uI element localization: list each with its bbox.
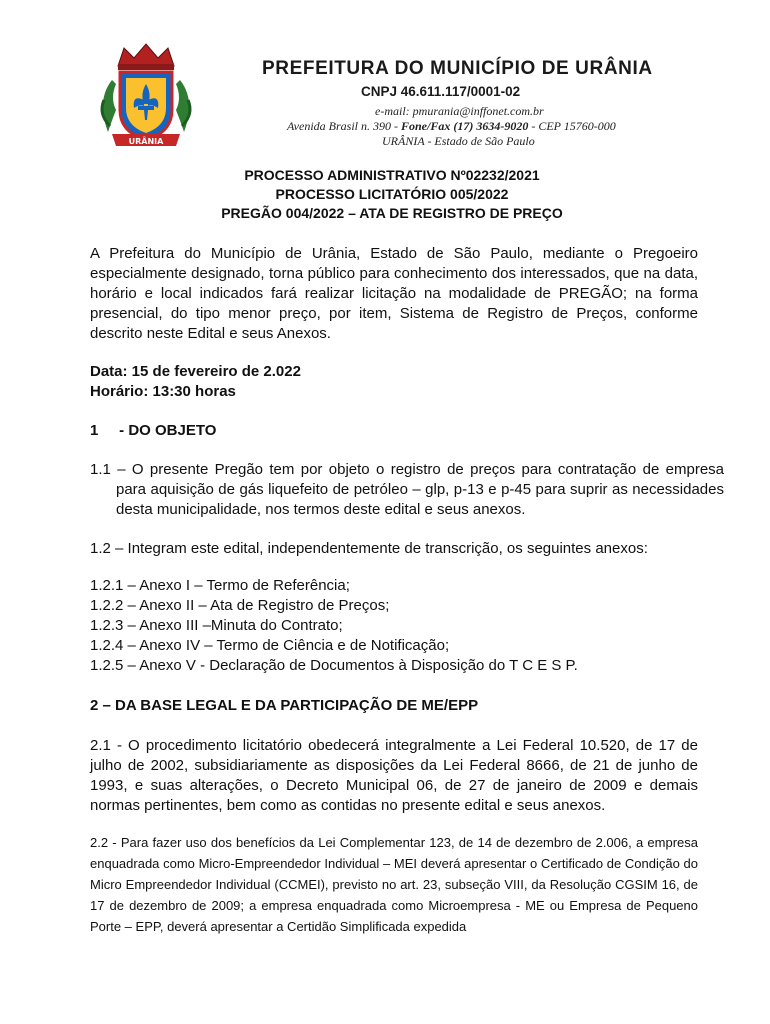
annex-list xyxy=(90,576,698,676)
title-auction: PREGÃO 004/2022 – ATA DE REGISTRO DE PREÇO xyxy=(221,205,563,221)
intro-paragraph: A Prefeitura do Município de Urânia, Estado de São Paulo, mediante o Pregoeiro especialmente designado, torna público para conhecimento dos interessados, que na data, horário e local indicados fará realizar licitação na modalidade de PREGÃO; na forma presencial, do tipo menor preço, por item, Sistema de Registro de Preços, conforme descrito neste Edital e seus Anexos. xyxy=(90,245,698,342)
crest-ribbon-text: URÂNIA xyxy=(128,137,164,146)
list-item: 1.2.5 – Anexo V - Declaração de Documentos à Disposição do T C E S P. xyxy=(90,657,578,674)
list-item: 1.2.4 – Anexo IV – Termo de Ciência e de Notificação; xyxy=(90,637,450,654)
list-item: 1.2.1 – Anexo I – Termo de Referência; xyxy=(90,577,350,594)
paragraph-2-1: 2.1 - O procedimento licitatório obedecerá integralmente a Lei Federal 10.520, de 17 de julho de 2002, subsidiariamente as disposições da Lei Federal 8666, de 21 de junho de 1993, e suas alterações, o Decreto Municipal 06, de 27 de janeiro de 2009 e demais normas pertinentes, bem como as contidas no presente edital e seus anexos. xyxy=(90,737,698,814)
paragraph-1-1: 1.1 – O presente Pregão tem por objeto o registro de preços para contratação de empresa para aquisição de gás liquefeito de petróleo – glp, p-13 e p-45 para suprir as necessidades desta municipalidade, nos termos deste edital e seus anexos. xyxy=(90,461,724,518)
auction-date: Data: 15 de fevereiro de 2.022 xyxy=(90,363,301,380)
municipal-crest-logo xyxy=(94,40,198,152)
list-item: 1.2.3 – Anexo III –Minuta do Contrato; xyxy=(90,617,343,634)
section-1-heading: 1 - DO OBJETO xyxy=(90,422,217,439)
section-2-heading: 2 – DA BASE LEGAL E DA PARTICIPAÇÃO DE ME/EPP xyxy=(90,697,479,714)
letterhead-cnpj: CNPJ 46.611.117/0001-02 xyxy=(361,84,521,99)
address-phone: Fone/Fax (17) 3634-9020 xyxy=(401,119,529,133)
paragraph-1-2: 1.2 – Integram este edital, independentemente de transcrição, os seguintes anexos: xyxy=(90,540,648,557)
auction-time: Horário: 13:30 horas xyxy=(90,383,236,400)
letterhead-address xyxy=(287,119,616,134)
paragraph-2-2: 2.2 - Para fazer uso dos benefícios da Lei Complementar 123, de 14 de dezembro de 2.006, a empresa enquadrada como Micro-Empreendedor Individual – MEI deverá apresentar o Certificado de Condição do Micro Empreendedor Individual (CCMEI), previsto no art. 23, subseção VIII, da Resolução CGSIM 16, de 17 de dezembro de 2009; a empresa enquadrada como Microempresa - ME ou Empresa de Pequeno Porte – EPP, deverá apresentar a Certidão Simplificada expedida xyxy=(90,835,698,934)
address-street: Avenida Brasil n. 390 - xyxy=(287,119,401,133)
list-item: 1.2.2 – Anexo II – Ata de Registro de Preços; xyxy=(90,597,390,614)
letterhead-city: URÂNIA - Estado de São Paulo xyxy=(382,134,535,148)
letterhead-email: e-mail: pmurania@inffonet.com.br xyxy=(375,104,544,118)
process-titles xyxy=(90,166,694,223)
title-admin-process: PROCESSO ADMINISTRATIVO Nº02232/2021 xyxy=(244,167,540,183)
title-bidding-process: PROCESSO LICITATÓRIO 005/2022 xyxy=(275,186,509,202)
letterhead-title: PREFEITURA DO MUNICÍPIO DE URÂNIA xyxy=(262,58,653,79)
address-cep: - CEP 15760-000 xyxy=(528,119,616,133)
